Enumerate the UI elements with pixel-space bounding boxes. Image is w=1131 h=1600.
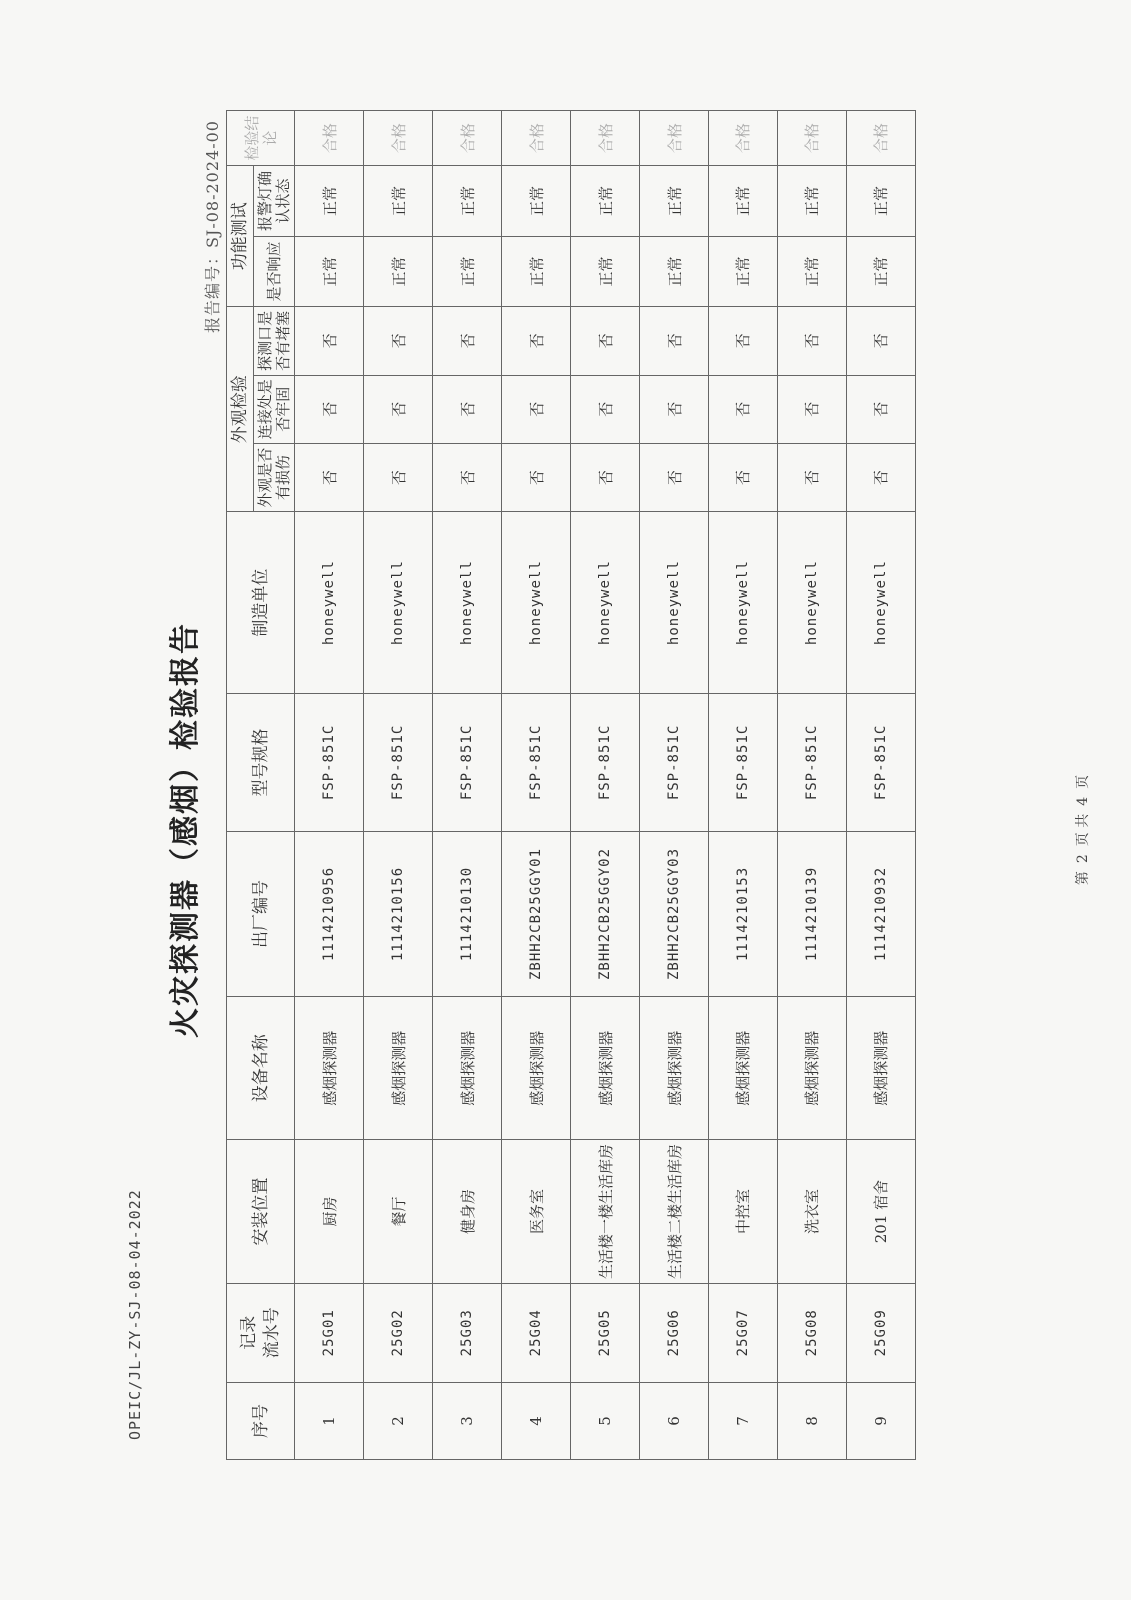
header-appearance-group: 外观检验: [227, 307, 254, 512]
cell-connection-firm: 否: [846, 375, 915, 443]
cell-location: 健身房: [433, 1140, 502, 1283]
cell-result: 合格: [846, 111, 915, 166]
cell-appearance-damage: 否: [502, 443, 571, 511]
cell-seq: 1: [295, 1382, 364, 1459]
cell-serial-no: 1114210139: [777, 831, 846, 996]
cell-manufacturer: honeywell: [571, 512, 640, 694]
cell-device-name: 感烟探测器: [502, 997, 571, 1140]
cell-record-no: 25G04: [502, 1283, 571, 1382]
cell-seq: 3: [433, 1382, 502, 1459]
cell-connection-firm: 否: [640, 375, 709, 443]
inspection-table: [226, 110, 916, 1460]
cell-model: FSP-851C: [846, 694, 915, 832]
header-device-name: 设备名称: [227, 997, 295, 1140]
cell-manufacturer: honeywell: [709, 512, 778, 694]
cell-serial-no: ZBHH2CB25GGY03: [640, 831, 709, 996]
cell-manufacturer: honeywell: [364, 512, 433, 694]
page-prefix: 第: [1075, 871, 1091, 886]
cell-location: 洗衣室: [777, 1140, 846, 1283]
cell-alarm-confirm: 正常: [364, 166, 433, 237]
cell-alarm-response: 正常: [777, 236, 846, 307]
cell-appearance-damage: 否: [640, 443, 709, 511]
cell-model: FSP-851C: [777, 694, 846, 832]
cell-connection-firm: 否: [364, 375, 433, 443]
cell-appearance-damage: 否: [433, 443, 502, 511]
cell-connection-firm: 否: [709, 375, 778, 443]
cell-device-name: 感烟探测器: [364, 997, 433, 1140]
cell-serial-no: ZBHH2CB25GGY02: [571, 831, 640, 996]
cell-result: 合格: [640, 111, 709, 166]
table-row: [709, 111, 778, 1460]
cell-alarm-confirm: 正常: [709, 166, 778, 237]
table-row: [640, 111, 709, 1460]
cell-serial-no: 1114210156: [364, 831, 433, 996]
form-code: OPEIC/JL-ZY-SJ-08-04-2022: [126, 1189, 144, 1440]
page-footer: [1072, 100, 1092, 1560]
page-title: 火灾探测器（感烟）检验报告: [168, 622, 203, 1038]
table-row: [364, 111, 433, 1460]
header-alarm-response: 是否响应: [254, 236, 295, 307]
cell-connection-firm: 否: [502, 375, 571, 443]
table-row: [571, 111, 640, 1460]
cell-model: FSP-851C: [502, 694, 571, 832]
cell-seq: 4: [502, 1382, 571, 1459]
cell-probe-blocked: 否: [846, 307, 915, 375]
cell-alarm-confirm: 正常: [640, 166, 709, 237]
page-mid: 页 共: [1075, 813, 1091, 847]
header-model: 型号规格: [227, 694, 295, 832]
cell-seq: 7: [709, 1382, 778, 1459]
cell-alarm-response: 正常: [295, 236, 364, 307]
cell-alarm-response: 正常: [502, 236, 571, 307]
cell-probe-blocked: 否: [502, 307, 571, 375]
cell-location: 生活楼二楼生活库房: [640, 1140, 709, 1283]
cell-alarm-confirm: 正常: [502, 166, 571, 237]
cell-connection-firm: 否: [571, 375, 640, 443]
header-result: 检验结论: [227, 111, 295, 166]
cell-alarm-response: 正常: [433, 236, 502, 307]
cell-result: 合格: [295, 111, 364, 166]
cell-manufacturer: honeywell: [433, 512, 502, 694]
cell-alarm-response: 正常: [709, 236, 778, 307]
cell-seq: 5: [571, 1382, 640, 1459]
cell-alarm-response: 正常: [364, 236, 433, 307]
table-row: [846, 111, 915, 1460]
cell-device-name: 感烟探测器: [846, 997, 915, 1140]
cell-seq: 2: [364, 1382, 433, 1459]
cell-probe-blocked: 否: [709, 307, 778, 375]
cell-appearance-damage: 否: [295, 443, 364, 511]
cell-device-name: 感烟探测器: [709, 997, 778, 1140]
header-serial-no: 出厂编号: [227, 831, 295, 996]
cell-serial-no: 1114210153: [709, 831, 778, 996]
cell-location: 生活楼一楼生活库房: [571, 1140, 640, 1283]
cell-serial-no: 1114210130: [433, 831, 502, 996]
cell-model: FSP-851C: [709, 694, 778, 832]
cell-manufacturer: honeywell: [777, 512, 846, 694]
cell-alarm-confirm: 正常: [846, 166, 915, 237]
cell-model: FSP-851C: [433, 694, 502, 832]
table-header-row: [227, 111, 254, 1460]
cell-appearance-damage: 否: [571, 443, 640, 511]
cell-alarm-response: 正常: [846, 236, 915, 307]
cell-probe-blocked: 否: [364, 307, 433, 375]
cell-record-no: 25G01: [295, 1283, 364, 1382]
header-manufacturer: 制造单位: [227, 512, 295, 694]
cell-appearance-damage: 否: [364, 443, 433, 511]
cell-seq: 6: [640, 1382, 709, 1459]
cell-device-name: 感烟探测器: [433, 997, 502, 1140]
cell-result: 合格: [571, 111, 640, 166]
cell-record-no: 25G08: [777, 1283, 846, 1382]
table-row: [295, 111, 364, 1460]
cell-record-no: 25G07: [709, 1283, 778, 1382]
cell-probe-blocked: 否: [571, 307, 640, 375]
cell-manufacturer: honeywell: [640, 512, 709, 694]
table-row: [777, 111, 846, 1460]
cell-serial-no: ZBHH2CB25GGY01: [502, 831, 571, 996]
page-suffix: 页: [1075, 774, 1091, 789]
cell-seq: 9: [846, 1382, 915, 1459]
cell-result: 合格: [364, 111, 433, 166]
cell-model: FSP-851C: [295, 694, 364, 832]
cell-alarm-confirm: 正常: [777, 166, 846, 237]
cell-manufacturer: honeywell: [295, 512, 364, 694]
header-function-group: 功能测试: [227, 166, 254, 307]
cell-record-no: 25G03: [433, 1283, 502, 1382]
header-probe-blocked: 探测口是否有堵塞: [254, 307, 295, 375]
rotated-sheet: [60, 100, 1120, 1560]
cell-location: 201 宿舍: [846, 1140, 915, 1283]
cell-location: 中控室: [709, 1140, 778, 1283]
cell-serial-no: 1114210956: [295, 831, 364, 996]
page-number: 2: [1075, 854, 1091, 864]
cell-alarm-confirm: 正常: [571, 166, 640, 237]
page-total: 4: [1075, 796, 1091, 806]
cell-result: 合格: [709, 111, 778, 166]
cell-model: FSP-851C: [364, 694, 433, 832]
header-appearance-damage: 外观是否有损伤: [254, 443, 295, 511]
cell-appearance-damage: 否: [846, 443, 915, 511]
cell-record-no: 25G02: [364, 1283, 433, 1382]
report-number: 报告编号：SJ-08-2024-00: [203, 120, 222, 334]
cell-probe-blocked: 否: [433, 307, 502, 375]
cell-serial-no: 1114210932: [846, 831, 915, 996]
table-row: [433, 111, 502, 1460]
header-record-no: 记录 流水号: [227, 1283, 295, 1382]
cell-connection-firm: 否: [777, 375, 846, 443]
cell-result: 合格: [433, 111, 502, 166]
cell-manufacturer: honeywell: [502, 512, 571, 694]
cell-result: 合格: [777, 111, 846, 166]
cell-appearance-damage: 否: [709, 443, 778, 511]
cell-connection-firm: 否: [295, 375, 364, 443]
table-body: [295, 111, 916, 1460]
header-location: 安装位置: [227, 1140, 295, 1283]
cell-device-name: 感烟探测器: [295, 997, 364, 1140]
cell-alarm-response: 正常: [571, 236, 640, 307]
cell-alarm-confirm: 正常: [433, 166, 502, 237]
cell-connection-firm: 否: [433, 375, 502, 443]
cell-record-no: 25G06: [640, 1283, 709, 1382]
cell-location: 医务室: [502, 1140, 571, 1283]
header-seq: 序号: [227, 1382, 295, 1459]
cell-record-no: 25G05: [571, 1283, 640, 1382]
cell-seq: 8: [777, 1382, 846, 1459]
cell-device-name: 感烟探测器: [571, 997, 640, 1140]
cell-device-name: 感烟探测器: [640, 997, 709, 1140]
cell-manufacturer: honeywell: [846, 512, 915, 694]
cell-alarm-response: 正常: [640, 236, 709, 307]
cell-location: 餐厅: [364, 1140, 433, 1283]
cell-probe-blocked: 否: [777, 307, 846, 375]
header-connection-firm: 连接处是否牢固: [254, 375, 295, 443]
table-row: [502, 111, 571, 1460]
cell-result: 合格: [502, 111, 571, 166]
cell-model: FSP-851C: [571, 694, 640, 832]
cell-probe-blocked: 否: [640, 307, 709, 375]
cell-record-no: 25G09: [846, 1283, 915, 1382]
cell-probe-blocked: 否: [295, 307, 364, 375]
cell-alarm-confirm: 正常: [295, 166, 364, 237]
cell-device-name: 感烟探测器: [777, 997, 846, 1140]
header-alarm-confirm: 报警灯确认状态: [254, 166, 295, 237]
cell-model: FSP-851C: [640, 694, 709, 832]
cell-location: 厨房: [295, 1140, 364, 1283]
cell-appearance-damage: 否: [777, 443, 846, 511]
